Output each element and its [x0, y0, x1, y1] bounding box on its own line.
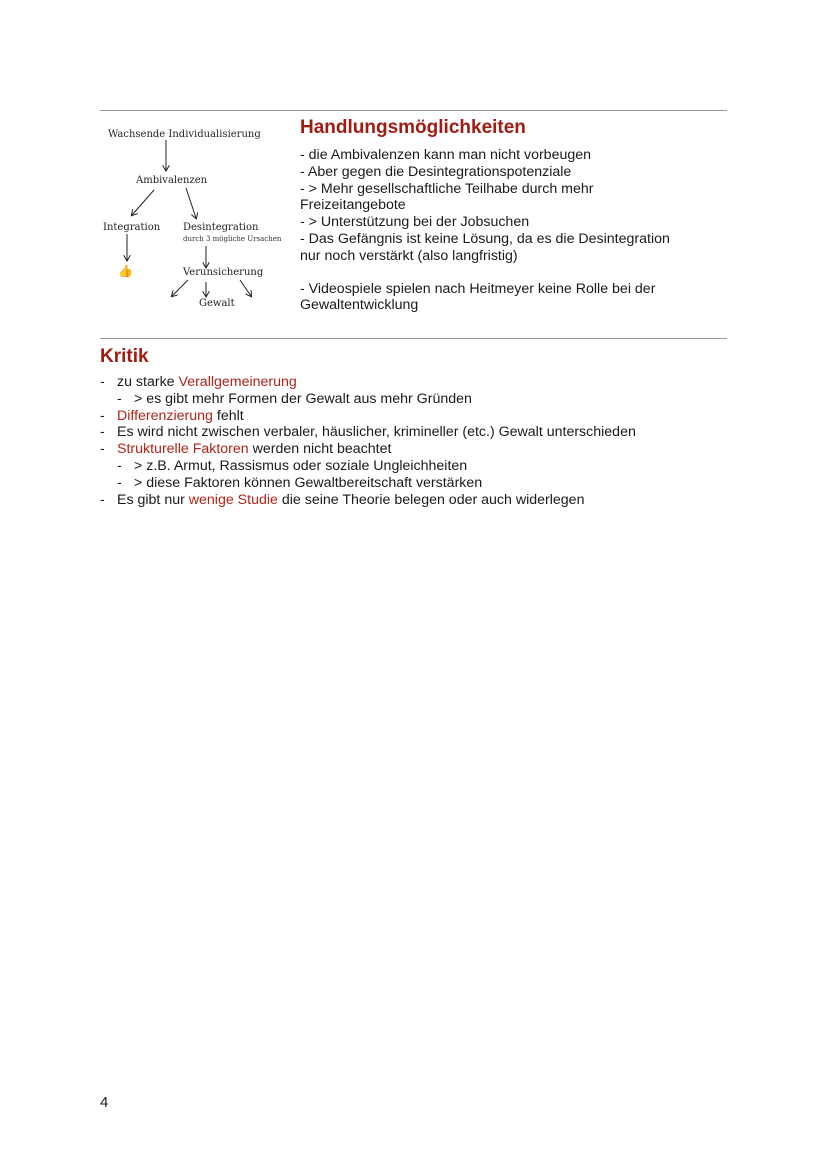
kritik-subitem: - > z.B. Armut, Rassismus oder soziale Ungleichheiten [117, 457, 468, 474]
handlung-line: - > Unterstützung bei der Jobsuchen [300, 214, 530, 231]
arrow-ambivalenzen-desintegration [186, 188, 196, 218]
handlung-line: - Videospiele spielen nach Heitmeyer keine Rolle bei der [300, 280, 656, 297]
handlung-line: Gewaltentwicklung [300, 297, 419, 314]
kritik-item: - Es gibt nur wenige Studie die seine Theorie belegen oder auch widerlegen [100, 491, 585, 508]
handlung-list [300, 147, 730, 314]
thumbs-up-icon: 👍 [118, 264, 133, 278]
label-ambivalenzen: Ambivalenzen [136, 175, 208, 186]
kritik-item: - Es wird nicht zwischen verbaler, häuslicher, krimineller (etc.) Gewalt unterschieden [100, 424, 636, 441]
kritik-item: - Differenzierung fehlt [100, 407, 244, 424]
handlung-line: - > Mehr gesellschaftliche Teilhabe durch mehr [300, 180, 594, 197]
kritik-list [100, 374, 740, 508]
top-divider [100, 110, 727, 111]
heitmeyer-diagram [96, 120, 286, 320]
arrow-ambivalenzen-integration [132, 190, 154, 215]
kritik-subitem: - > diese Faktoren können Gewaltbereitschaft verstärken [117, 474, 483, 491]
handlung-heading: Handlungsmöglichkeiten [300, 117, 526, 138]
middle-divider [100, 338, 727, 339]
arrow-verunsicherung-right [240, 280, 251, 296]
diagram-arrows [96, 120, 286, 320]
handlung-line: - die Ambivalenzen kann man nicht vorbeugen [300, 147, 592, 163]
handlung-line: nur noch verstärkt (also langfristig) [300, 247, 518, 264]
label-integration: Integration [103, 222, 161, 233]
kritik-subitem: - > es gibt mehr Formen der Gewalt aus mehr Gründen [117, 390, 472, 407]
kritik-item: - Strukturelle Faktoren werden nicht beachtet [100, 441, 392, 458]
kritik-heading: Kritik [100, 346, 149, 367]
label-individualisierung: Wachsende Individualisierung [108, 129, 261, 140]
label-gewalt: Gewalt [199, 298, 235, 309]
arrow-verunsicherung-left [172, 280, 188, 296]
page-number: 4 [100, 1094, 109, 1111]
label-ursachen: durch 3 mögliche Ursachen [183, 235, 282, 243]
label-desintegration: Desintegration [183, 222, 259, 233]
handlung-line: - Das Gefängnis ist keine Lösung, da es die Desintegration [300, 230, 670, 247]
handlung-line: Freizeitangebote [300, 197, 406, 214]
spacer [300, 265, 730, 281]
kritik-item: - zu starke Verallgemeinerung [100, 374, 297, 390]
label-verunsicherung: Verunsicherung [183, 267, 264, 278]
handlung-line: - Aber gegen die Desintegrationspotenziale [300, 163, 572, 180]
